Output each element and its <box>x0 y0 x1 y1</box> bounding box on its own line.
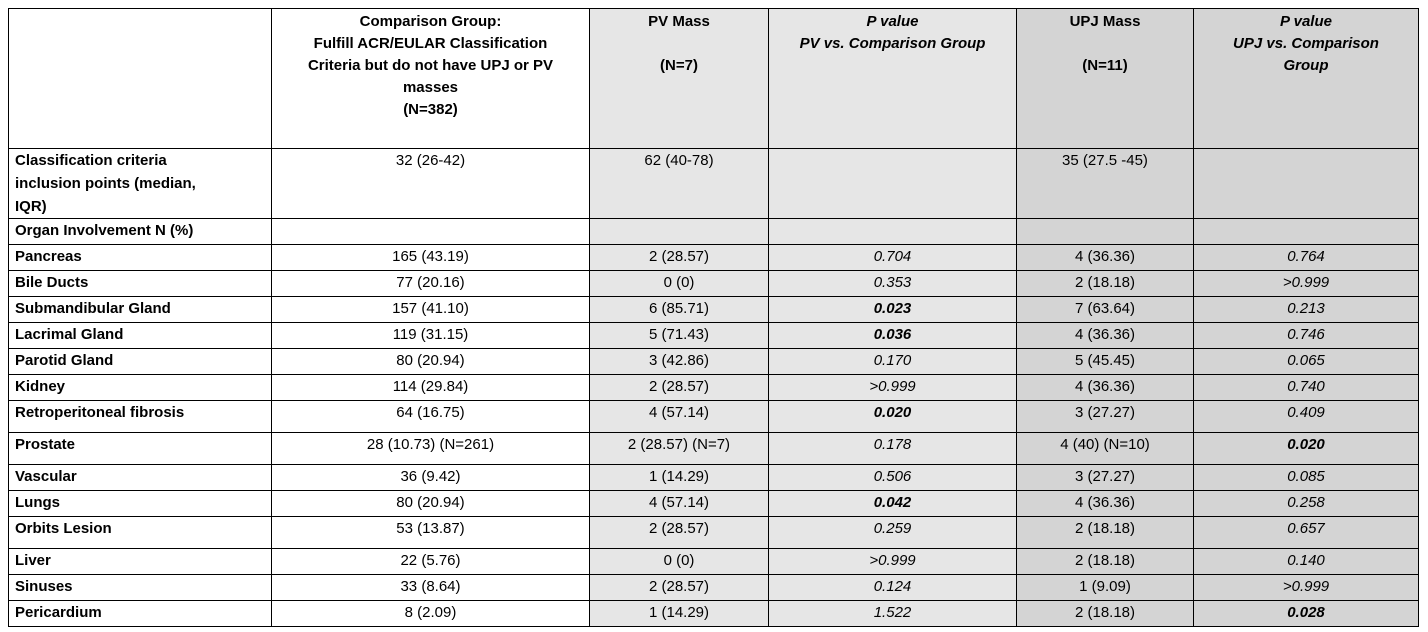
table-row <box>9 297 1419 323</box>
cell-pv-mass: 2 (28.57) <box>590 575 769 601</box>
cell-upj-mass: 1 (9.09) <box>1017 575 1194 601</box>
table-row <box>9 245 1419 271</box>
cell-p-value-pv: 0.178 <box>769 433 1017 465</box>
cell-upj-mass: 2 (18.18) <box>1017 517 1194 549</box>
criteria-row <box>9 149 1419 219</box>
table-row <box>9 465 1419 491</box>
row-label: Parotid Gland <box>9 349 272 375</box>
row-label: Liver <box>9 549 272 575</box>
section-cell-comparison <box>272 219 590 245</box>
table-row <box>9 601 1419 627</box>
cell-p-value-upj: 0.065 <box>1194 349 1419 375</box>
cell-pv-mass: 6 (85.71) <box>590 297 769 323</box>
table-row <box>9 401 1419 433</box>
cell-pv-mass: 1 (14.29) <box>590 601 769 627</box>
cell-p-value-pv: 0.704 <box>769 245 1017 271</box>
header-blank <box>9 9 272 149</box>
row-label: Kidney <box>9 375 272 401</box>
cell-p-value-pv: >0.999 <box>769 549 1017 575</box>
header-comparison-group: Comparison Group: Fulfill ACR/EULAR Classification Criteria but do not have UPJ or PV masses (N=382) <box>272 9 590 149</box>
row-label: Pericardium <box>9 601 272 627</box>
cell-p-value-upj: 0.657 <box>1194 517 1419 549</box>
cell-p-value-upj: 0.213 <box>1194 297 1419 323</box>
criteria-pv: 62 (40-78) <box>590 149 769 219</box>
cell-upj-mass: 4 (36.36) <box>1017 323 1194 349</box>
cell-upj-mass: 4 (36.36) <box>1017 375 1194 401</box>
row-label: Orbits Lesion <box>9 517 272 549</box>
cell-p-value-pv: 0.023 <box>769 297 1017 323</box>
cell-p-value-pv: 1.522 <box>769 601 1017 627</box>
cell-p-value-upj: 0.028 <box>1194 601 1419 627</box>
criteria-p-upj <box>1194 149 1419 219</box>
cell-p-value-upj: 0.746 <box>1194 323 1419 349</box>
cell-p-value-pv: 0.259 <box>769 517 1017 549</box>
cell-upj-mass: 2 (18.18) <box>1017 271 1194 297</box>
cell-p-value-upj: 0.258 <box>1194 491 1419 517</box>
cell-p-value-pv: 0.124 <box>769 575 1017 601</box>
cell-upj-mass: 4 (40) (N=10) <box>1017 433 1194 465</box>
organ-involvement-table <box>8 8 1419 627</box>
cell-upj-mass: 5 (45.45) <box>1017 349 1194 375</box>
table-row <box>9 549 1419 575</box>
table-row <box>9 433 1419 465</box>
cell-comparison: 64 (16.75) <box>272 401 590 433</box>
cell-p-value-pv: >0.999 <box>769 375 1017 401</box>
cell-upj-mass: 4 (36.36) <box>1017 245 1194 271</box>
row-label: Lacrimal Gland <box>9 323 272 349</box>
cell-pv-mass: 2 (28.57) <box>590 245 769 271</box>
cell-comparison: 114 (29.84) <box>272 375 590 401</box>
row-label: Bile Ducts <box>9 271 272 297</box>
cell-upj-mass: 3 (27.27) <box>1017 465 1194 491</box>
table-row <box>9 349 1419 375</box>
cell-upj-mass: 2 (18.18) <box>1017 601 1194 627</box>
row-label: Pancreas <box>9 245 272 271</box>
section-cell-p-upj <box>1194 219 1419 245</box>
cell-p-value-upj: 0.020 <box>1194 433 1419 465</box>
criteria-label: Classification criteria inclusion points (median, IQR) <box>9 149 272 219</box>
header-pv-mass: PV Mass (N=7) <box>590 9 769 149</box>
cell-comparison: 28 (10.73) (N=261) <box>272 433 590 465</box>
cell-pv-mass: 3 (42.86) <box>590 349 769 375</box>
cell-p-value-upj: 0.409 <box>1194 401 1419 433</box>
cell-upj-mass: 3 (27.27) <box>1017 401 1194 433</box>
cell-p-value-upj: 0.740 <box>1194 375 1419 401</box>
row-label: Vascular <box>9 465 272 491</box>
cell-p-value-upj: 0.140 <box>1194 549 1419 575</box>
header-row <box>9 9 1419 149</box>
table-row <box>9 491 1419 517</box>
row-label: Retroperitoneal fibrosis <box>9 401 272 433</box>
row-label: Prostate <box>9 433 272 465</box>
header-p-value-pv: P value PV vs. Comparison Group <box>769 9 1017 149</box>
cell-comparison: 77 (20.16) <box>272 271 590 297</box>
cell-p-value-pv: 0.042 <box>769 491 1017 517</box>
cell-comparison: 8 (2.09) <box>272 601 590 627</box>
cell-comparison: 36 (9.42) <box>272 465 590 491</box>
cell-pv-mass: 0 (0) <box>590 549 769 575</box>
cell-pv-mass: 2 (28.57) <box>590 375 769 401</box>
cell-pv-mass: 1 (14.29) <box>590 465 769 491</box>
row-label: Lungs <box>9 491 272 517</box>
cell-pv-mass: 4 (57.14) <box>590 401 769 433</box>
cell-p-value-upj: >0.999 <box>1194 271 1419 297</box>
cell-p-value-upj: >0.999 <box>1194 575 1419 601</box>
table-row <box>9 271 1419 297</box>
cell-pv-mass: 5 (71.43) <box>590 323 769 349</box>
cell-p-value-pv: 0.036 <box>769 323 1017 349</box>
cell-pv-mass: 0 (0) <box>590 271 769 297</box>
header-p-value-upj: P value UPJ vs. Comparison Group <box>1194 9 1419 149</box>
row-label: Submandibular Gland <box>9 297 272 323</box>
criteria-upj: 35 (27.5 -45) <box>1017 149 1194 219</box>
cell-p-value-pv: 0.506 <box>769 465 1017 491</box>
table-row <box>9 575 1419 601</box>
cell-p-value-pv: 0.170 <box>769 349 1017 375</box>
cell-comparison: 33 (8.64) <box>272 575 590 601</box>
cell-comparison: 119 (31.15) <box>272 323 590 349</box>
section-cell-upj <box>1017 219 1194 245</box>
section-label: Organ Involvement N (%) <box>9 219 272 245</box>
cell-comparison: 53 (13.87) <box>272 517 590 549</box>
cell-pv-mass: 4 (57.14) <box>590 491 769 517</box>
cell-comparison: 80 (20.94) <box>272 491 590 517</box>
table-row <box>9 517 1419 549</box>
cell-comparison: 157 (41.10) <box>272 297 590 323</box>
cell-pv-mass: 2 (28.57) (N=7) <box>590 433 769 465</box>
table-row <box>9 323 1419 349</box>
cell-p-value-pv: 0.020 <box>769 401 1017 433</box>
cell-pv-mass: 2 (28.57) <box>590 517 769 549</box>
cell-upj-mass: 4 (36.36) <box>1017 491 1194 517</box>
cell-p-value-upj: 0.764 <box>1194 245 1419 271</box>
cell-p-value-pv: 0.353 <box>769 271 1017 297</box>
section-row <box>9 219 1419 245</box>
row-label: Sinuses <box>9 575 272 601</box>
cell-comparison: 165 (43.19) <box>272 245 590 271</box>
section-cell-p-pv <box>769 219 1017 245</box>
cell-upj-mass: 2 (18.18) <box>1017 549 1194 575</box>
header-upj-mass: UPJ Mass (N=11) <box>1017 9 1194 149</box>
cell-upj-mass: 7 (63.64) <box>1017 297 1194 323</box>
cell-p-value-upj: 0.085 <box>1194 465 1419 491</box>
table-row <box>9 375 1419 401</box>
criteria-p-pv <box>769 149 1017 219</box>
section-cell-pv <box>590 219 769 245</box>
cell-comparison: 22 (5.76) <box>272 549 590 575</box>
criteria-comparison: 32 (26-42) <box>272 149 590 219</box>
cell-comparison: 80 (20.94) <box>272 349 590 375</box>
